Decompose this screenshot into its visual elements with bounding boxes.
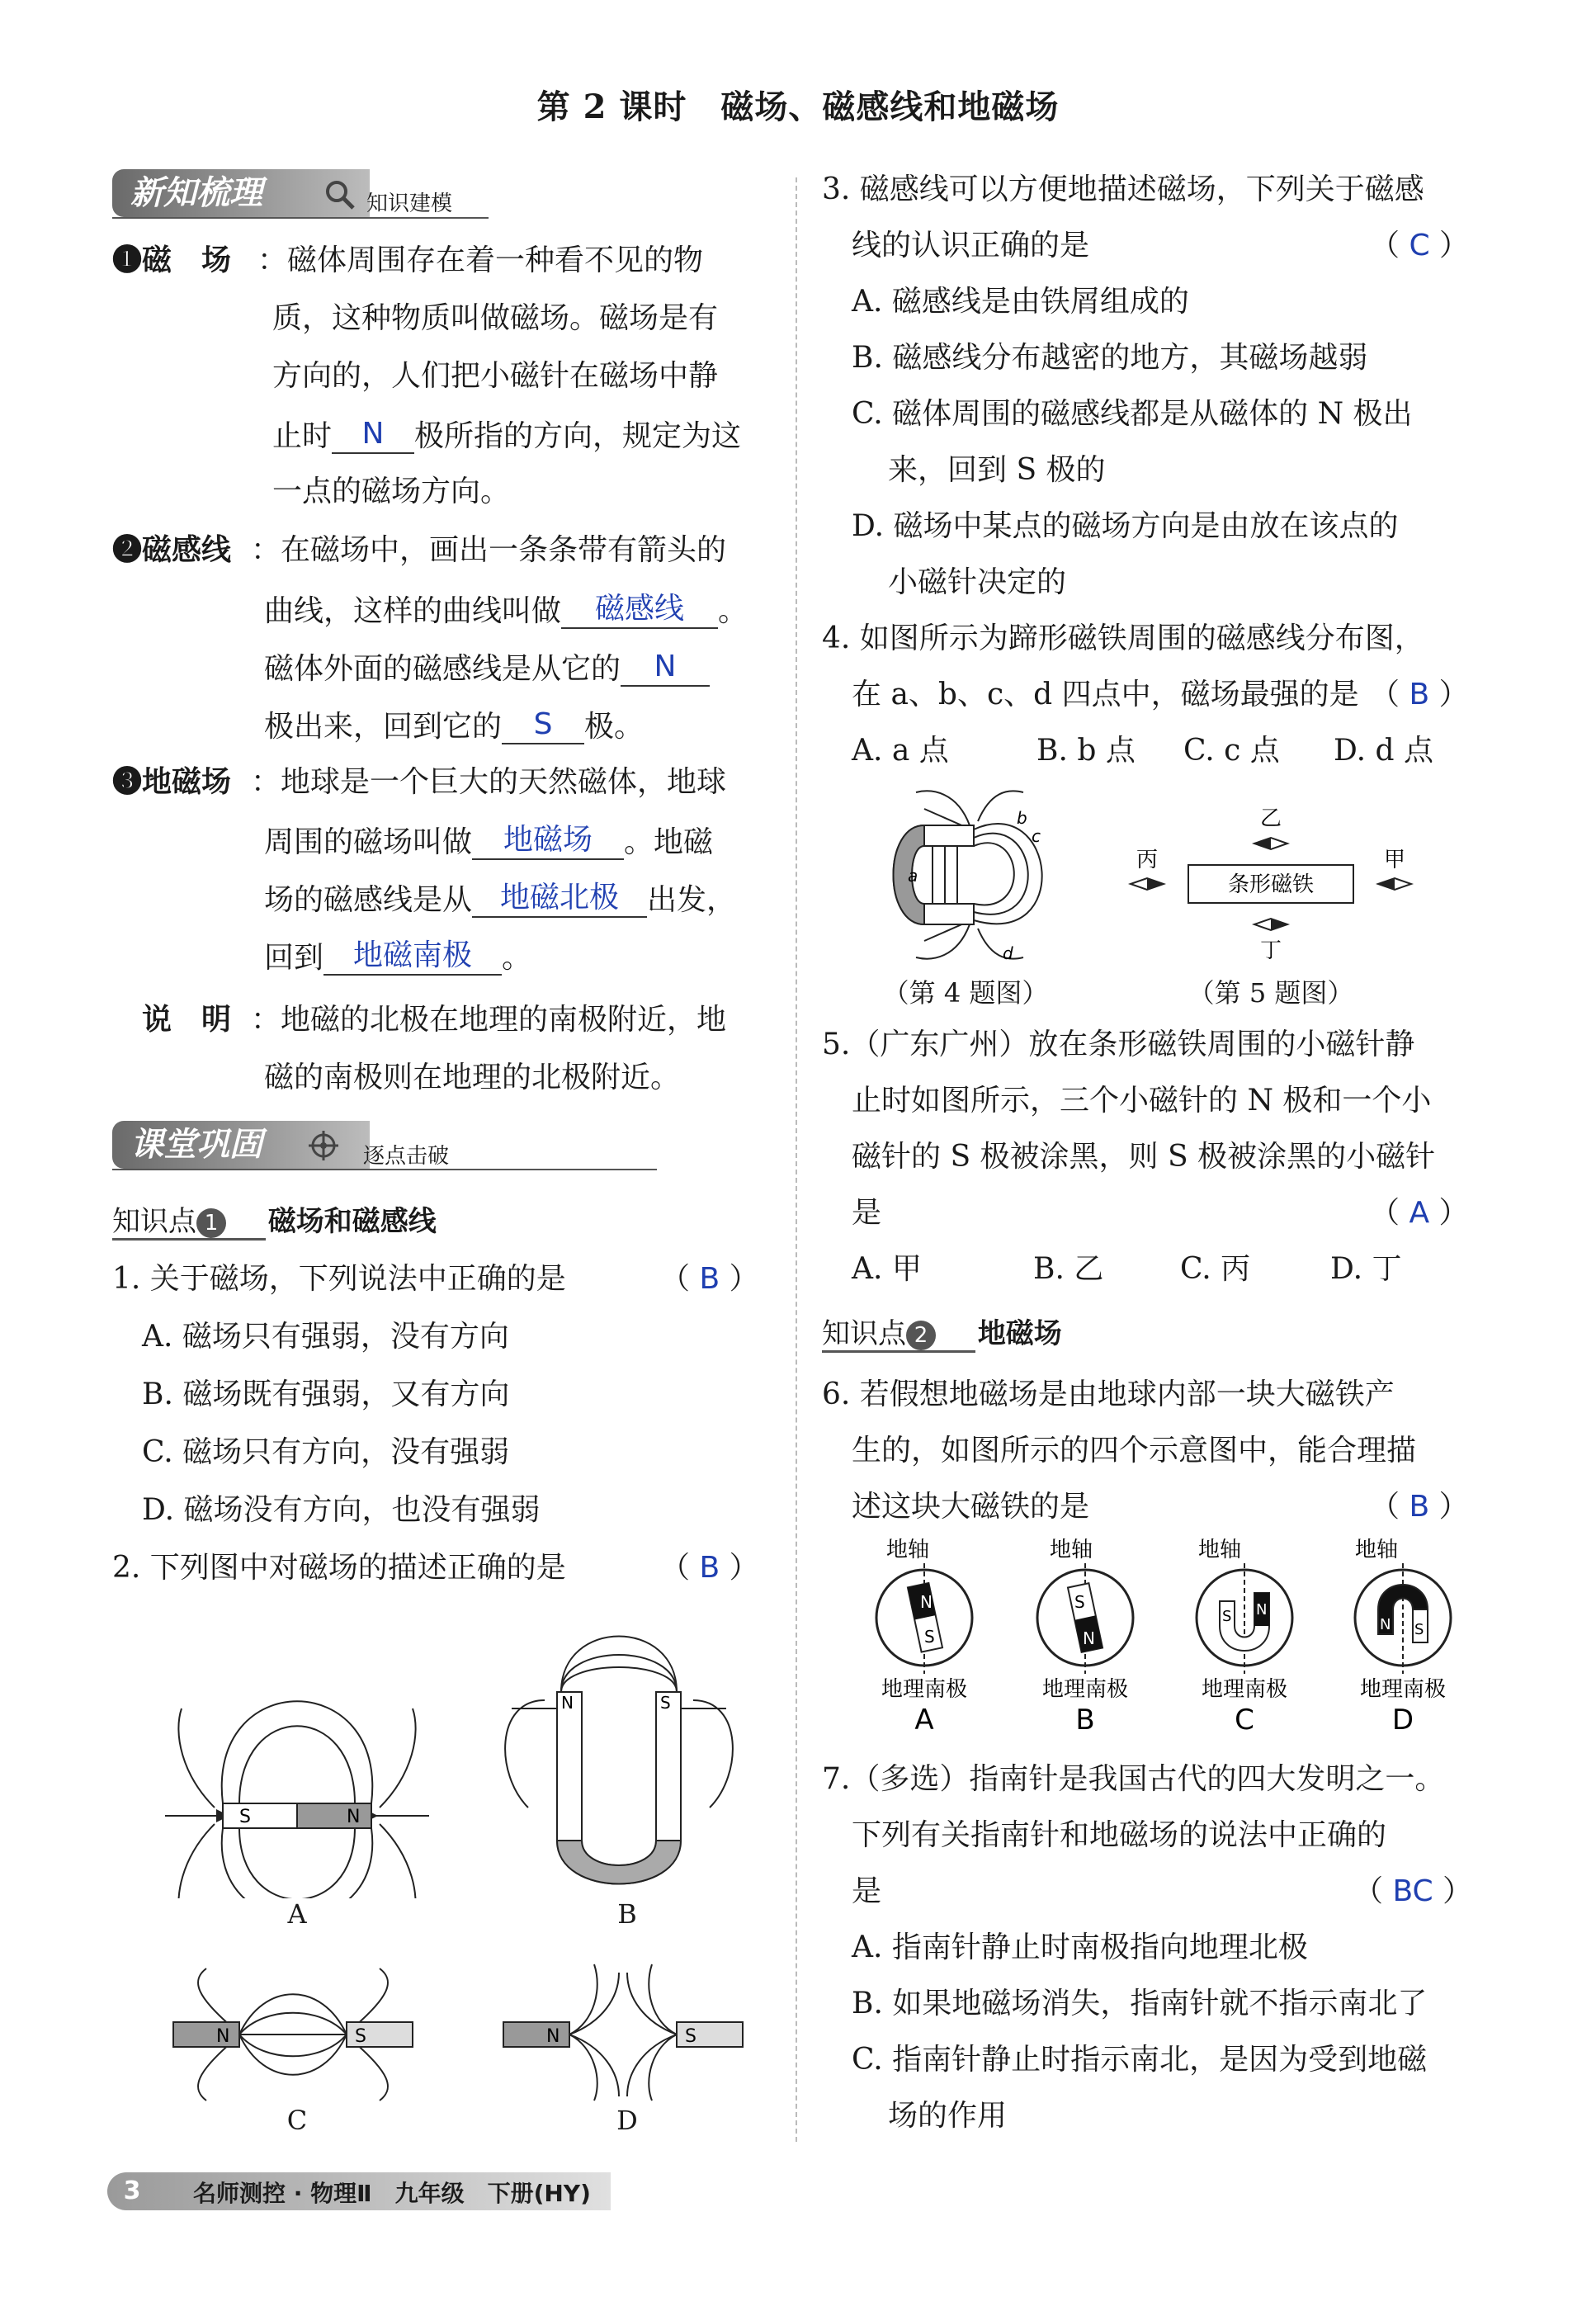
target-icon bbox=[307, 1129, 340, 1162]
option: C. 磁体周围的磁感线都是从磁体的 N 极出 bbox=[852, 397, 1413, 431]
concept-text: 回到 地磁南极 。 bbox=[264, 938, 532, 975]
answer-blank: S bbox=[502, 707, 584, 744]
svg-text:S: S bbox=[1074, 1592, 1085, 1612]
svg-text:N: N bbox=[561, 1693, 574, 1713]
kp-rule bbox=[112, 1238, 266, 1241]
answer-paren: （ B ） bbox=[660, 1262, 759, 1296]
option: B. 如果地磁场消失，指南针就不指示南北了 bbox=[852, 1987, 1428, 2020]
svg-text:S: S bbox=[239, 1807, 251, 1827]
question-stem: 5.（广东广州）放在条形磁铁周围的小磁针静 bbox=[822, 1028, 1415, 1061]
question-stem: 3. 磁感线可以方便地描述磁场，下列关于磁感 bbox=[822, 172, 1424, 206]
question-stem: 述这块大磁铁的是 bbox=[852, 1490, 1090, 1524]
svg-text:S: S bbox=[1414, 1621, 1424, 1638]
answer-paren: （ A ） bbox=[1370, 1196, 1469, 1230]
question-stem: 生的，如图所示的四个示意图中，能合理描 bbox=[852, 1434, 1417, 1467]
figure-caption: D bbox=[616, 2105, 638, 2136]
option: C. c 点 bbox=[1183, 734, 1280, 768]
concept-text: 场的磁感线是从 地磁北极 出发， bbox=[264, 881, 737, 917]
figure-2a-bar-magnet bbox=[157, 1675, 437, 1898]
concept-text: ：磁体周围存在着一种看不见的物 bbox=[257, 243, 704, 277]
svg-text:C: C bbox=[1235, 1704, 1254, 1737]
option: A. 磁场只有强弱，没有方向 bbox=[142, 1320, 509, 1354]
svg-text:d: d bbox=[1003, 943, 1013, 963]
concept-text: ：地球是一个巨大的天然磁体，地球 bbox=[251, 765, 727, 799]
section-rule bbox=[112, 1169, 657, 1170]
concept-label: ❷磁感线 bbox=[112, 532, 232, 567]
question-stem: 4. 如图所示为蹄形磁铁周围的磁感线分布图， bbox=[822, 621, 1424, 655]
figure-6-earth-magnets bbox=[858, 1535, 1502, 1742]
concept-text: 极出来，回到它的 S 极。 bbox=[264, 707, 645, 744]
answer-blank: N bbox=[332, 416, 414, 454]
svg-text:甲: 甲 bbox=[1383, 848, 1406, 872]
figure-2c-opposite-poles bbox=[165, 1964, 421, 2105]
svg-text:c: c bbox=[1032, 826, 1041, 846]
option: C. 丙 bbox=[1180, 1252, 1251, 1286]
concept-text: ：在磁场中，画出一条条带有箭头的 bbox=[251, 533, 727, 567]
svg-text:地理南极: 地理南极 bbox=[881, 1677, 968, 1702]
answer-blank: 地磁南极 bbox=[323, 938, 502, 976]
svg-text:地轴: 地轴 bbox=[1197, 1538, 1242, 1562]
svg-text:S: S bbox=[685, 2026, 696, 2047]
option: D. 磁场中某点的磁场方向是由放在该点的 bbox=[852, 509, 1399, 543]
question-stem: 2. 下列图中对磁场的描述正确的是 bbox=[112, 1551, 566, 1585]
svg-text:地理南极: 地理南极 bbox=[1359, 1677, 1447, 1702]
question-stem: 止时如图所示，三个小磁针的 N 极和一个小 bbox=[852, 1084, 1432, 1118]
answer-paren: （ BC ） bbox=[1353, 1874, 1473, 1908]
concept-label: ❶磁 场 bbox=[112, 243, 232, 277]
answer-paren: （ B ） bbox=[660, 1551, 759, 1585]
option: D. 磁场没有方向，也没有强弱 bbox=[142, 1493, 541, 1527]
svg-text:地理南极: 地理南极 bbox=[1041, 1677, 1129, 1702]
svg-text:N: N bbox=[1380, 1616, 1391, 1633]
answer-paren: （ C ） bbox=[1370, 229, 1470, 262]
figure-2d-separated-poles bbox=[495, 1956, 751, 2105]
concept-label: 说 明 bbox=[142, 1002, 232, 1037]
question-stem: 是 bbox=[852, 1874, 882, 1908]
svg-text:N: N bbox=[216, 2026, 230, 2047]
option: D. 丁 bbox=[1330, 1252, 1402, 1286]
concept-text: 磁体外面的磁感线是从它的 N bbox=[264, 649, 710, 687]
answer-blank: 地磁场 bbox=[472, 822, 624, 860]
svg-text:丙: 丙 bbox=[1136, 848, 1159, 872]
svg-text:D: D bbox=[1391, 1704, 1414, 1737]
svg-text:乙: 乙 bbox=[1259, 806, 1282, 831]
concept-text: 周围的磁场叫做 地磁场 。地磁 bbox=[264, 823, 714, 859]
svg-text:N: N bbox=[920, 1592, 933, 1612]
svg-text:b: b bbox=[1017, 808, 1027, 828]
answer-paren: （ B ） bbox=[1370, 678, 1469, 711]
option: A. 指南针静止时南极指向地理北极 bbox=[852, 1931, 1308, 1964]
svg-text:S: S bbox=[660, 1693, 671, 1713]
concept-text: 曲线，这样的曲线叫做 磁感线 。 bbox=[264, 592, 748, 628]
kp-rule bbox=[822, 1350, 975, 1353]
concept-text: 磁的南极则在地理的北极附近。 bbox=[264, 1061, 681, 1094]
concept-text: 一点的磁场方向。 bbox=[272, 475, 511, 508]
answer-paren: （ B ） bbox=[1370, 1490, 1469, 1524]
question-stem: 是 bbox=[852, 1196, 882, 1230]
concept-label: ❸地磁场 bbox=[112, 764, 232, 799]
option: D. d 点 bbox=[1334, 734, 1433, 768]
svg-text:丁: 丁 bbox=[1259, 938, 1282, 963]
figure-caption: A bbox=[287, 1898, 307, 1930]
figure-caption: C bbox=[286, 2105, 308, 2136]
figure-5-bar-magnet-compasses bbox=[1106, 792, 1436, 966]
figure-caption: （第 4 题图） bbox=[882, 977, 1049, 1009]
option: 来，回到 S 极的 bbox=[888, 453, 1106, 487]
question-stem: 在 a、b、c、d 四点中，磁场最强的是 bbox=[852, 678, 1359, 711]
figure-4-horseshoe-field bbox=[875, 784, 1081, 966]
svg-text:a: a bbox=[908, 866, 918, 886]
svg-text:N: N bbox=[1256, 1601, 1268, 1619]
svg-text:N: N bbox=[546, 2026, 560, 2047]
question-stem: 下列有关指南针和地磁场的说法中正确的 bbox=[852, 1818, 1387, 1852]
question-stem: 磁针的 S 极被涂黑，则 S 极被涂黑的小磁针 bbox=[852, 1140, 1436, 1174]
option: B. 磁感线分布越密的地方，其磁场越弱 bbox=[852, 341, 1368, 375]
answer-blank: N bbox=[621, 649, 710, 687]
column-divider bbox=[796, 177, 797, 2142]
svg-text:B: B bbox=[1075, 1704, 1095, 1737]
section-subtitle: 知识建模 bbox=[366, 191, 453, 216]
concept-text: 止时 N 极所指的方向，规定为这 bbox=[272, 417, 742, 453]
figure-2b-u-magnet bbox=[495, 1626, 743, 1907]
question-stem: 线的认识正确的是 bbox=[852, 229, 1090, 262]
concept-text: 质，这种物质叫做磁场。磁场是有 bbox=[272, 301, 719, 335]
option: A. 甲 bbox=[852, 1252, 922, 1286]
figure-caption: （第 5 题图） bbox=[1188, 977, 1354, 1009]
page-number: 3 bbox=[123, 2176, 141, 2205]
concept-text: 方向的，人们把小磁针在磁场中静 bbox=[272, 359, 719, 393]
svg-text:N: N bbox=[1083, 1628, 1095, 1648]
answer-blank: 地磁北极 bbox=[472, 880, 647, 918]
kp-number-badge: 2 bbox=[906, 1321, 936, 1350]
option: B. b 点 bbox=[1036, 734, 1136, 768]
option: B. 乙 bbox=[1033, 1252, 1104, 1286]
option: B. 磁场既有强弱，又有方向 bbox=[142, 1378, 510, 1411]
svg-text:地轴: 地轴 bbox=[1354, 1538, 1399, 1562]
figure-caption: B bbox=[617, 1898, 637, 1930]
knowledge-point-2: 知识点 2 地磁场 bbox=[822, 1317, 1062, 1350]
svg-text:S: S bbox=[924, 1627, 935, 1647]
svg-text:S: S bbox=[1222, 1608, 1232, 1625]
kp-number-badge: 1 bbox=[196, 1208, 226, 1238]
section-banner-new-knowledge: 新知梳理 bbox=[112, 169, 370, 217]
svg-text:S: S bbox=[355, 2026, 366, 2047]
knowledge-point-1: 知识点 1 磁场和磁感线 bbox=[112, 1205, 437, 1238]
section-subtitle: 逐点击破 bbox=[363, 1144, 450, 1169]
option: A. a 点 bbox=[852, 734, 949, 768]
section-rule bbox=[112, 217, 489, 219]
question-stem: 7.（多选）指南针是我国古代的四大发明之一。 bbox=[822, 1762, 1445, 1796]
concept-text: ：地磁的北极在地理的南极附近，地 bbox=[251, 1003, 727, 1037]
page-title: 第 2 课时 磁场、磁感线和地磁场 bbox=[536, 87, 1060, 126]
option: 小磁针决定的 bbox=[888, 565, 1067, 599]
svg-text:地理南极: 地理南极 bbox=[1201, 1677, 1288, 1702]
svg-text:N: N bbox=[347, 1807, 361, 1827]
option: C. 指南针静止时指示南北，是因为受到地磁 bbox=[852, 2043, 1428, 2077]
question-stem: 1. 关于磁场，下列说法中正确的是 bbox=[112, 1262, 566, 1296]
option: A. 磁感线是由铁屑组成的 bbox=[852, 285, 1189, 319]
option: 场的作用 bbox=[888, 2099, 1008, 2133]
svg-text:地轴: 地轴 bbox=[1049, 1538, 1093, 1562]
section-banner-consolidation: 课堂巩固 bbox=[112, 1121, 370, 1169]
svg-text:条形磁铁: 条形磁铁 bbox=[1227, 872, 1315, 897]
magnifier-icon bbox=[323, 178, 357, 211]
answer-blank: 磁感线 bbox=[561, 591, 718, 629]
svg-text:地轴: 地轴 bbox=[885, 1538, 930, 1562]
option: C. 磁场只有方向，没有强弱 bbox=[142, 1435, 510, 1469]
svg-text:A: A bbox=[914, 1704, 934, 1737]
question-stem: 6. 若假想地磁场是由地球内部一块大磁铁产 bbox=[822, 1378, 1395, 1411]
footer-text: 名师测控 · 物理Ⅱ 九年级 下册(HY) bbox=[193, 2180, 591, 2207]
